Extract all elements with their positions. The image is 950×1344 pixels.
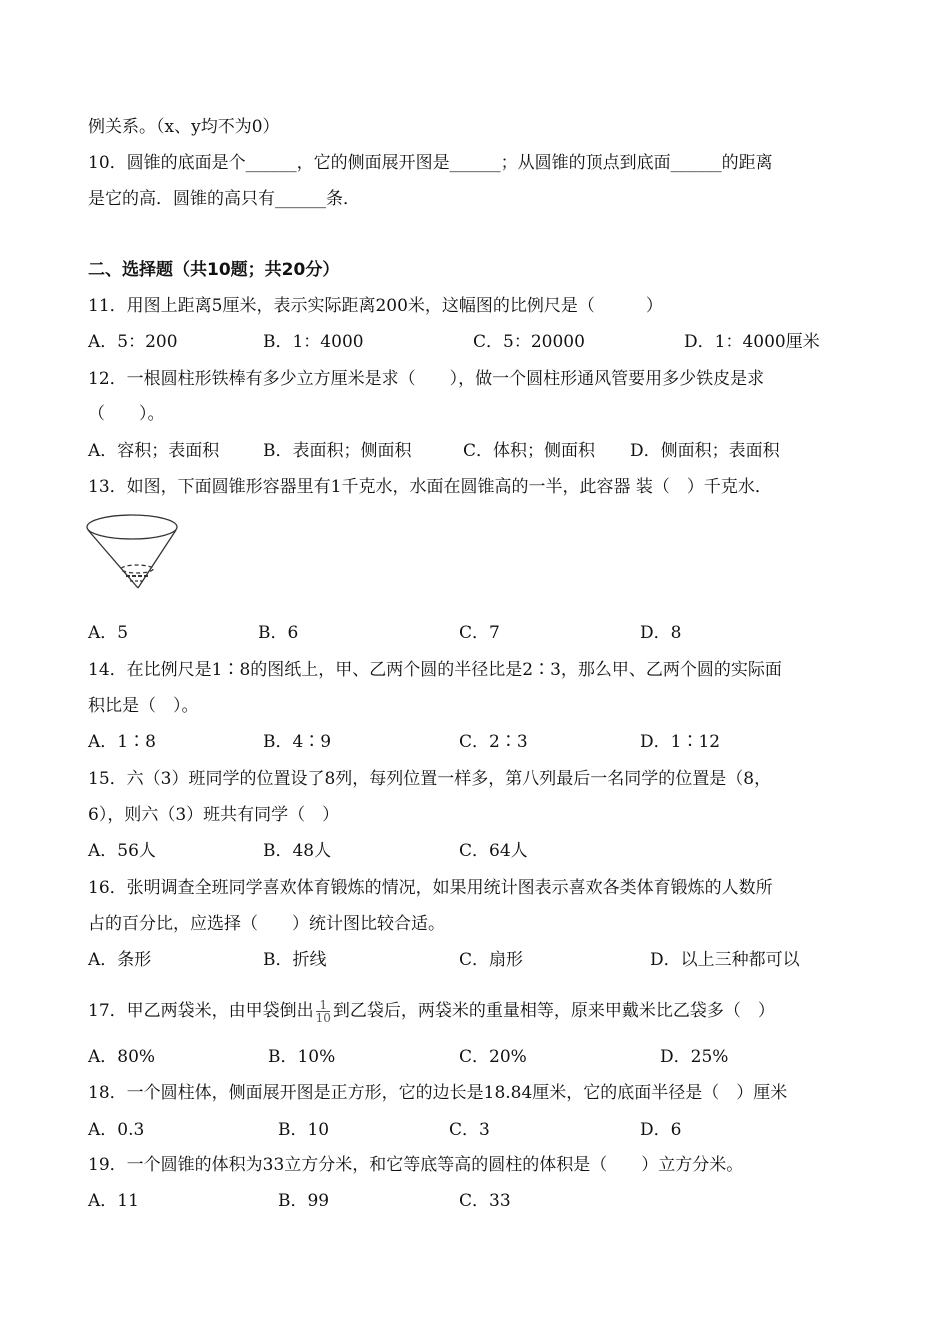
question-17-suffix: 到乙袋后，两袋米的重量相等，原来甲戴米比乙袋多（ ） (332, 1001, 775, 1021)
option-a: A．条形 (88, 950, 152, 970)
option-a: A．容积；表面积 (88, 441, 220, 461)
question-17-prefix: 17．甲乙两袋米，由甲袋倒出 (88, 1001, 314, 1021)
fraction (316, 999, 331, 1024)
option-b: B．折线 (263, 950, 327, 970)
option-b: B．10 (278, 1120, 330, 1140)
option-d: D．1：4000厘米 (684, 332, 820, 352)
question-14-line1: 14．在比例尺是1∶8的图纸上，甲、乙两个圆的半径比是2∶3，那么甲、乙两个圆的实际面 (88, 660, 782, 680)
question-10-line1: 10．圆锥的底面是个______，它的侧面展开图是______；从圆锥的顶点到底面______的距离 (88, 153, 773, 173)
cone-container-figure (86, 510, 186, 590)
option-b: B．48人 (263, 841, 332, 861)
text-line: 例关系。（x、y均不为0） (88, 117, 280, 137)
option-d: D．侧面积；表面积 (630, 441, 780, 461)
option-d: D．1∶12 (640, 732, 721, 752)
option-b: B．99 (278, 1191, 330, 1211)
option-a: A．1∶8 (88, 732, 156, 752)
question-12-line1: 12．一根圆柱形铁棒有多少立方厘米是求（ ），做一个圆柱形通风管要用多少铁皮是求 (88, 369, 765, 389)
option-b: B．表面积；侧面积 (263, 441, 412, 461)
fraction-denominator: 10 (315, 1011, 331, 1025)
option-a: A．5：200 (88, 332, 178, 352)
option-c: C．2∶3 (459, 732, 528, 752)
question-12-line2: （ ）。 (88, 404, 165, 424)
question-17 (88, 999, 775, 1024)
question-10-line2: 是它的高．圆锥的高只有______条． (88, 189, 360, 209)
option-b: B．4∶9 (263, 732, 332, 752)
question-16-line2: 占的百分比，应选择（ ）统计图比较合适。 (88, 914, 445, 934)
option-c: C．扇形 (459, 950, 524, 970)
option-a: A．0.3 (88, 1120, 145, 1140)
question-18: 18．一个圆柱体，侧面展开图是正方形，它的边长是18.84厘米，它的底面半径是（ ）厘米 (88, 1083, 788, 1103)
option-c: C．7 (459, 623, 500, 643)
option-c: C．33 (459, 1191, 511, 1211)
question-16-line1: 16．张明调查全班同学喜欢体育锻炼的情况，如果用统计图表示喜欢各类体育锻炼的人数所 (88, 878, 773, 898)
option-b: B．1：4000 (263, 332, 364, 352)
option-d: D．6 (640, 1120, 682, 1140)
option-c: C．体积；侧面积 (463, 441, 596, 461)
question-15-line2: 6），则六（3）班共有同学（ ） (88, 805, 340, 825)
question-13: 13．如图，下面圆锥形容器里有1千克水，水面在圆锥高的一半，此容器 装（ ）千克水． (88, 477, 772, 497)
question-19: 19．一个圆锥的体积为33立方分米，和它等底等高的圆柱的体积是（ ）立方分米。 (88, 1155, 744, 1175)
option-c: C．20% (459, 1047, 527, 1067)
option-c: C．64人 (459, 841, 528, 861)
section-heading: 二、选择题（共10题；共20分） (88, 260, 340, 280)
question-15-line1: 15．六（3）班同学的位置设了8列，每列位置一样多，第八列最后一名同学的位置是（8， (88, 769, 772, 789)
option-d: D．8 (640, 623, 682, 643)
option-a: A．5 (88, 623, 129, 643)
option-a: A．80% (88, 1047, 156, 1067)
option-a: A．11 (88, 1191, 139, 1211)
option-b: B．6 (258, 623, 299, 643)
option-d: D．以上三种都可以 (650, 950, 800, 970)
option-a: A．56人 (88, 841, 156, 861)
question-14-line2: 积比是（ ）。 (88, 696, 199, 716)
option-d: D．25% (660, 1047, 729, 1067)
option-c: C．5：20000 (473, 332, 585, 352)
fraction-numerator: 1 (319, 998, 328, 1012)
option-b: B．10% (268, 1047, 336, 1067)
option-c: C．3 (449, 1120, 490, 1140)
question-11: 11．用图上距离5厘米，表示实际距离200米，这幅图的比例尺是（ ） (88, 296, 663, 316)
